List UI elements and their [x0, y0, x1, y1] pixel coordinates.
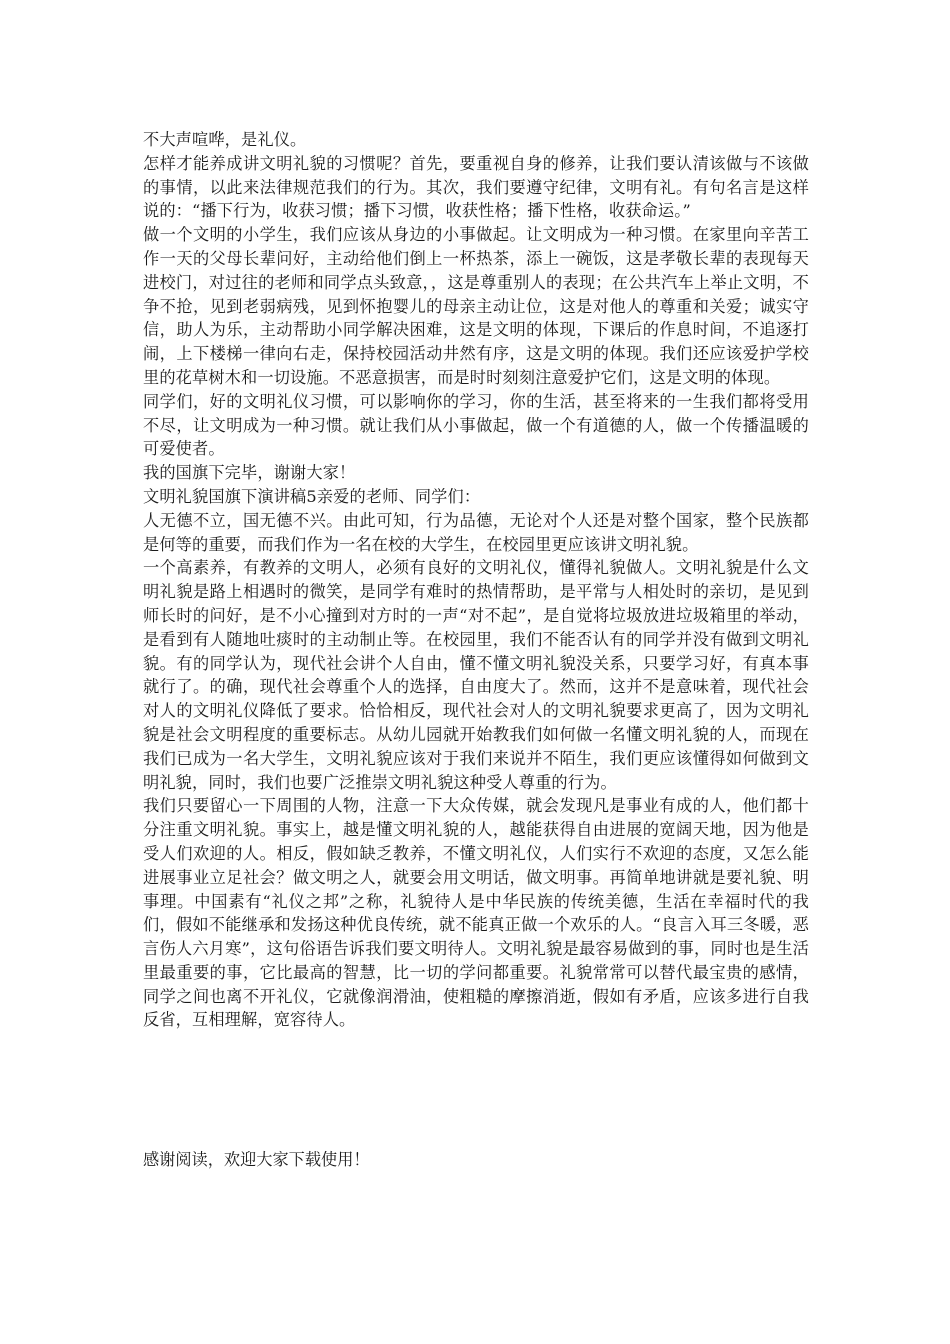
paragraph: 一个高素养，有教养的文明人，必须有良好的文明礼仪，懂得礼貌做人。文明礼貌是什么文明礼貌是路上相遇时的微笑，是同学有难时的热情帮助，是平常与人相处时的亲切，是见到师长时的问好，是不小心撞到对方时的一声“对不起”，是自觉将垃圾放进垃圾箱里的举动，是看到有人随地吐痰时的主动制止等。在校园里，我们不能否认有的同学并没有做到文明礼貌。有的同学认为，现代社会讲个人自由，懂不懂文明礼貌没关系，只要学习好，有真本事就行了。的确，现代社会尊重个人的选择，自由度大了。然而，这并不是意味着，现代社会对人的文明礼仪降低了要求。恰恰相反，现代社会对人的文明礼貌要求更高了，因为文明礼貌是社会文明程度的重要标志。从幼儿园就开始教我们如何做一名懂文明礼貌的人，而现在我们已成为一名大学生，文明礼貌应该对于我们来说并不陌生，我们更应该懂得如何做到文明礼貌，同时，我们也要广泛推崇文明礼貌这种受人尊重的行为。	[143, 558, 809, 792]
paragraph: 怎样才能养成讲文明礼貌的习惯呢？首先，要重视自身的修养，让我们要认清该做与不该做的事情，以此来法律规范我们的行为。其次，我们要遵守纪律，文明有礼。有句名言是这样说的：“播下行为，收获习惯；播下习惯，收获性格；播下性格，收获命运。”	[143, 153, 809, 221]
paragraph: 文明礼貌国旗下演讲稿5亲爱的老师、同学们：	[143, 486, 481, 506]
paragraph: 不大声喧哗，是礼仪。	[143, 130, 307, 149]
paragraph: 人无德不立，国无德不兴。由此可知，行为品德，无论对个人还是对整个国家，整个民族都是何等的重要，而我们作为一名在校的大学生，在校园里更应该讲文明礼貌。	[143, 510, 809, 554]
paragraph: 同学们，好的文明礼仪习惯，可以影响你的学习，你的生活，甚至将来的一生我们都将受用不尽，让文明成为一种习惯。就让我们从小事做起，做一个有道德的人，做一个传播温暖的可爱使者。	[143, 391, 809, 459]
paragraph: 我的国旗下完毕，谢谢大家！	[143, 463, 356, 483]
closing-note: 感谢阅读，欢迎大家下载使用！	[143, 1150, 370, 1169]
paragraph: 做一个文明的小学生，我们应该从身边的小事做起。让文明成为一种习惯。在家里向辛苦工作一天的父母长辈问好，主动给他们倒上一杯热茶，添上一碗饭，这是孝敬长辈的表现每天进校门，对过往的老师和同学点头致意，，这是尊重别人的表现；在公共汽车上举止文明，不争不抢，见到老弱病残，见到怀抱婴儿的母亲主动让位，这是对他人的尊重和关爱；诚实守信，助人为乐，主动帮助小同学解决困难，这是文明的体现，下课后的作息时间，不追逐打闹，上下楼梯一律向右走，保持校园活动井然有序，这是文明的体现。我们还应该爱护学校里的花草树木和一切设施。不恶意损害，而是时时刻刻注意爱护它们，这是文明的体现。	[143, 225, 809, 387]
document-body	[143, 128, 809, 1032]
paragraph: 我们只要留心一下周围的人物，注意一下大众传媒，就会发现凡是事业有成的人，他们都十分注重文明礼貌。事实上，越是懂文明礼貌的人，越能获得自由进展的宽阔天地，因为他是受人们欢迎的人。相反，假如缺乏教养，不懂文明礼仪，人们实行不欢迎的态度，又怎么能进展事业立足社会？做文明之人，就要会用文明话，做文明事。再简单地讲就是要礼貌、明事理。中国素有“礼仪之邦”之称，礼貌待人是中华民族的传统美德，生活在幸福时代的我们，假如不能继承和发扬这种优良传统，就不能真正做一个欢乐的人。“良言入耳三冬暖，恶言伤人六月寒”，这句俗语告诉我们要文明待人。文明礼貌是最容易做到的事，同时也是生活里最重要的事，它比最高的智慧，比一切的学问都重要。礼貌常常可以替代最宝贵的感情，同学之间也离不开礼仪，它就像润滑油，使粗糙的摩擦消逝，假如有矛盾，应该多进行自我反省，互相理解，宽容待人。	[143, 796, 809, 1030]
